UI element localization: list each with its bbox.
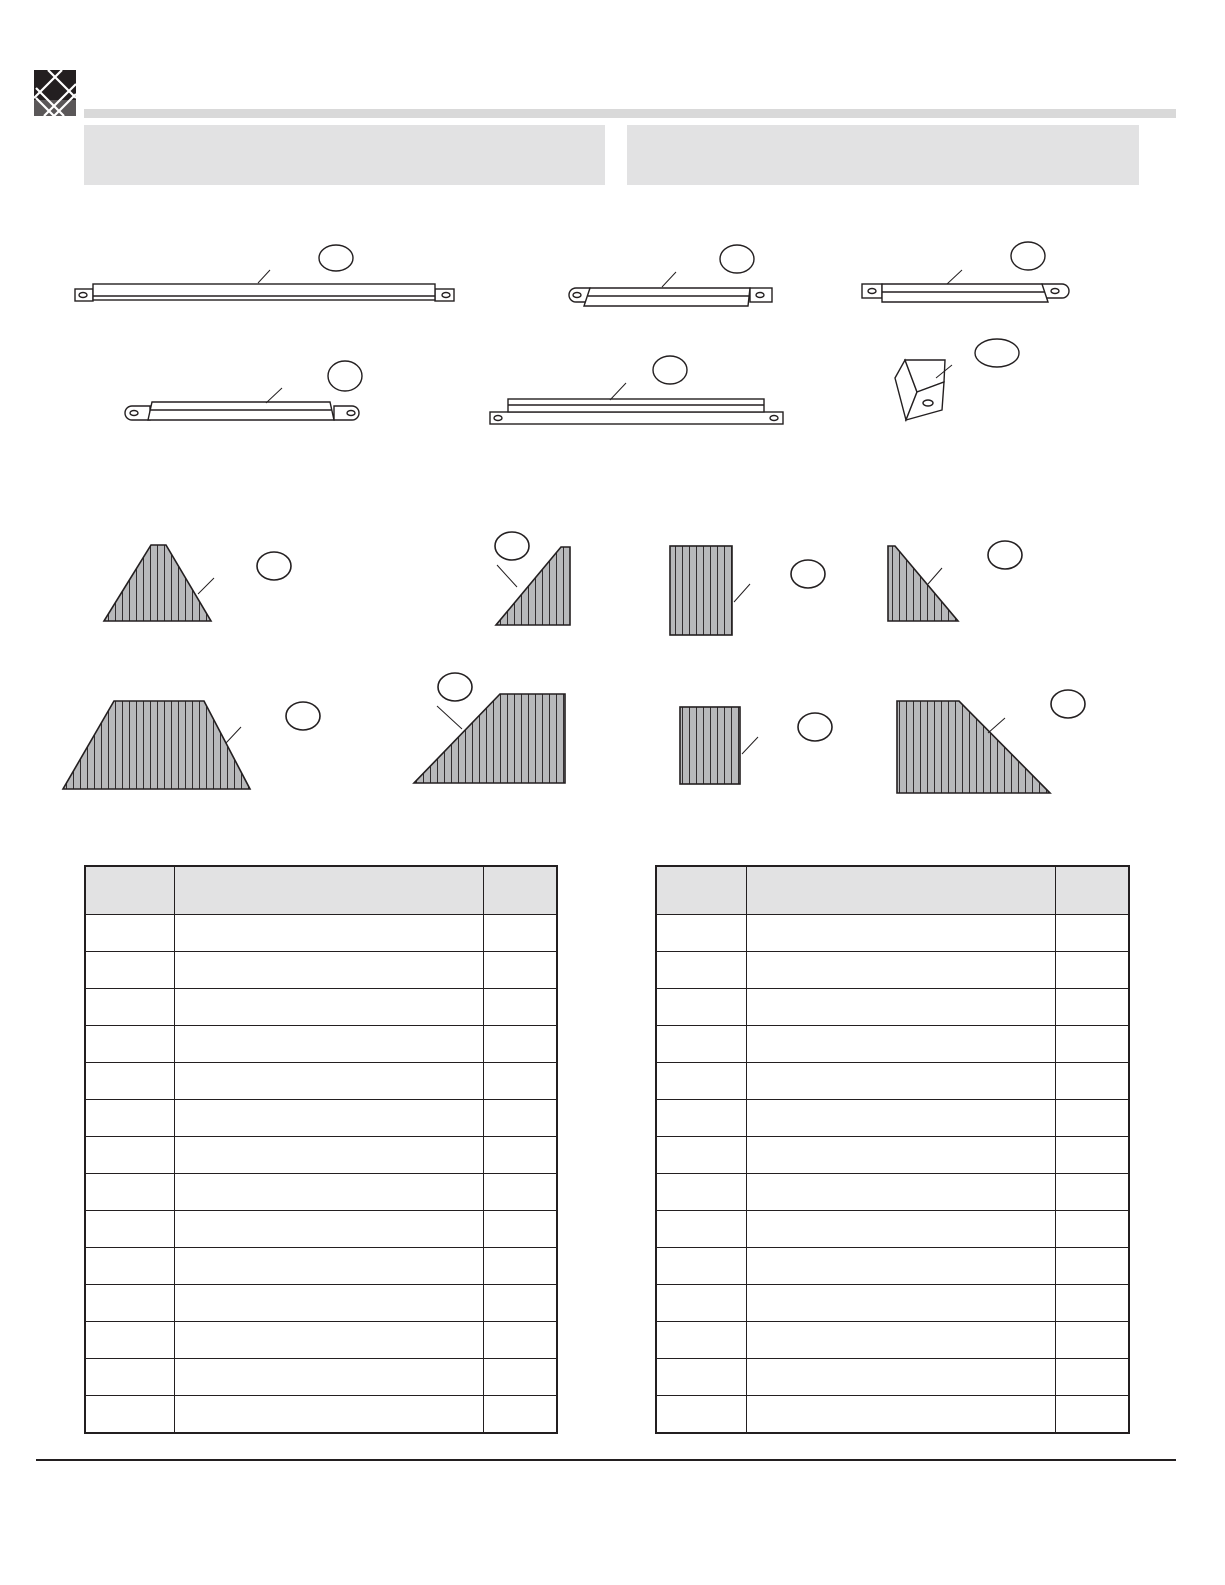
table-cell xyxy=(746,989,1055,1026)
table-cell xyxy=(483,1285,557,1322)
table-cell xyxy=(746,1322,1055,1359)
rectangle-panel-small xyxy=(680,707,832,784)
table-cell xyxy=(85,1137,174,1174)
column-header-part-number xyxy=(656,866,746,915)
table-cell xyxy=(1055,1137,1129,1174)
table-row xyxy=(85,1063,557,1100)
table-cell xyxy=(174,1100,483,1137)
table-cell xyxy=(746,1174,1055,1211)
parts-list-table-left xyxy=(84,865,558,1434)
sloped-panel-right xyxy=(897,690,1085,793)
table-cell xyxy=(746,1285,1055,1322)
table-cell xyxy=(746,1248,1055,1285)
table-row xyxy=(85,1100,557,1137)
table-cell xyxy=(483,1322,557,1359)
table-cell xyxy=(656,1359,746,1396)
table-header-row xyxy=(656,866,1129,915)
table-row xyxy=(656,1211,1129,1248)
table-cell xyxy=(85,1211,174,1248)
table-cell xyxy=(483,989,557,1026)
table-cell xyxy=(85,1100,174,1137)
rail-part-5 xyxy=(490,356,783,424)
table-row xyxy=(656,915,1129,952)
rail-part-1 xyxy=(75,245,454,301)
table-cell xyxy=(746,1063,1055,1100)
table-row xyxy=(656,1174,1129,1211)
table-row xyxy=(656,989,1129,1026)
table-cell xyxy=(656,1063,746,1100)
table-cell xyxy=(483,1359,557,1396)
table-cell xyxy=(746,1100,1055,1137)
column-header-part-number xyxy=(85,866,174,915)
table-cell xyxy=(85,1248,174,1285)
table-cell xyxy=(1055,1322,1129,1359)
table-cell xyxy=(483,1396,557,1434)
table-cell xyxy=(1055,952,1129,989)
table-cell xyxy=(483,915,557,952)
table-cell xyxy=(85,915,174,952)
table-row xyxy=(85,1322,557,1359)
table-row xyxy=(656,1285,1129,1322)
table-cell xyxy=(656,915,746,952)
triangle-panel-left xyxy=(888,541,1022,621)
table-cell xyxy=(174,1211,483,1248)
table-cell xyxy=(174,1174,483,1211)
table-cell xyxy=(656,1100,746,1137)
table-cell xyxy=(483,1100,557,1137)
rectangle-panel-tall xyxy=(670,546,825,635)
table-row xyxy=(85,1359,557,1396)
angle-bracket-part xyxy=(895,339,1019,420)
table-cell xyxy=(174,952,483,989)
table-cell xyxy=(1055,1396,1129,1434)
table-cell xyxy=(1055,1063,1129,1100)
table-cell xyxy=(483,1211,557,1248)
table-cell xyxy=(483,1174,557,1211)
table-cell xyxy=(85,1285,174,1322)
rail-part-2 xyxy=(569,245,772,306)
table-cell xyxy=(656,1248,746,1285)
table-cell xyxy=(656,1285,746,1322)
table-cell xyxy=(656,1322,746,1359)
table-row xyxy=(85,1248,557,1285)
table-cell xyxy=(1055,1248,1129,1285)
table-cell xyxy=(656,989,746,1026)
table-cell xyxy=(483,1137,557,1174)
table-cell xyxy=(656,1137,746,1174)
table-cell xyxy=(85,1359,174,1396)
table-cell xyxy=(483,952,557,989)
table-cell xyxy=(746,1026,1055,1063)
table-cell xyxy=(174,1359,483,1396)
table-row xyxy=(85,989,557,1026)
table-row xyxy=(85,1396,557,1434)
table-cell xyxy=(174,1137,483,1174)
table-cell xyxy=(174,1026,483,1063)
table-cell xyxy=(174,1248,483,1285)
column-header-description xyxy=(174,866,483,915)
table-cell xyxy=(656,952,746,989)
table-cell xyxy=(746,952,1055,989)
table-cell xyxy=(483,1026,557,1063)
table-cell xyxy=(746,1137,1055,1174)
column-header-quantity xyxy=(483,866,557,915)
table-cell xyxy=(656,1174,746,1211)
table-row xyxy=(85,1137,557,1174)
table-row xyxy=(85,915,557,952)
table-row xyxy=(656,1248,1129,1285)
table-cell xyxy=(174,1396,483,1434)
table-cell xyxy=(656,1211,746,1248)
table-cell xyxy=(746,1359,1055,1396)
table-cell xyxy=(174,1063,483,1100)
table-row xyxy=(656,1137,1129,1174)
table-header-row xyxy=(85,866,557,915)
table-row xyxy=(656,1322,1129,1359)
table-row xyxy=(656,1359,1129,1396)
table-cell xyxy=(85,1174,174,1211)
table-row xyxy=(85,952,557,989)
table-cell xyxy=(174,1322,483,1359)
table-cell xyxy=(656,1396,746,1434)
table-row xyxy=(85,1211,557,1248)
table-row xyxy=(85,1026,557,1063)
table-cell xyxy=(746,1211,1055,1248)
table-row xyxy=(656,1396,1129,1434)
rail-part-4 xyxy=(125,361,362,420)
table-cell xyxy=(174,1285,483,1322)
table-cell xyxy=(85,1322,174,1359)
table-cell xyxy=(85,1396,174,1434)
table-cell xyxy=(1055,1211,1129,1248)
table-cell xyxy=(85,989,174,1026)
footer-rule xyxy=(36,1459,1176,1461)
triangle-panel-small xyxy=(495,532,570,625)
table-cell xyxy=(1055,989,1129,1026)
table-cell xyxy=(85,1026,174,1063)
table-cell xyxy=(483,1063,557,1100)
table-row xyxy=(85,1174,557,1211)
table-cell xyxy=(174,915,483,952)
table-cell xyxy=(483,1248,557,1285)
table-row xyxy=(85,1285,557,1322)
table-row xyxy=(656,952,1129,989)
table-row xyxy=(656,1063,1129,1100)
trapezoid-panel-large xyxy=(63,701,320,789)
table-cell xyxy=(1055,915,1129,952)
table-cell xyxy=(1055,1026,1129,1063)
table-cell xyxy=(746,1396,1055,1434)
table-row xyxy=(656,1026,1129,1063)
trapezoid-panel-small xyxy=(104,545,291,621)
sloped-panel-large xyxy=(414,673,565,783)
table-cell xyxy=(746,915,1055,952)
table-cell xyxy=(656,1026,746,1063)
table-cell xyxy=(1055,1359,1129,1396)
table-row xyxy=(656,1100,1129,1137)
table-cell xyxy=(85,1063,174,1100)
column-header-description xyxy=(746,866,1055,915)
table-cell xyxy=(85,952,174,989)
table-cell xyxy=(174,989,483,1026)
rail-part-3 xyxy=(862,242,1069,302)
table-cell xyxy=(1055,1100,1129,1137)
column-header-quantity xyxy=(1055,866,1129,915)
table-cell xyxy=(1055,1285,1129,1322)
parts-list-table-right xyxy=(655,865,1130,1434)
table-cell xyxy=(1055,1174,1129,1211)
